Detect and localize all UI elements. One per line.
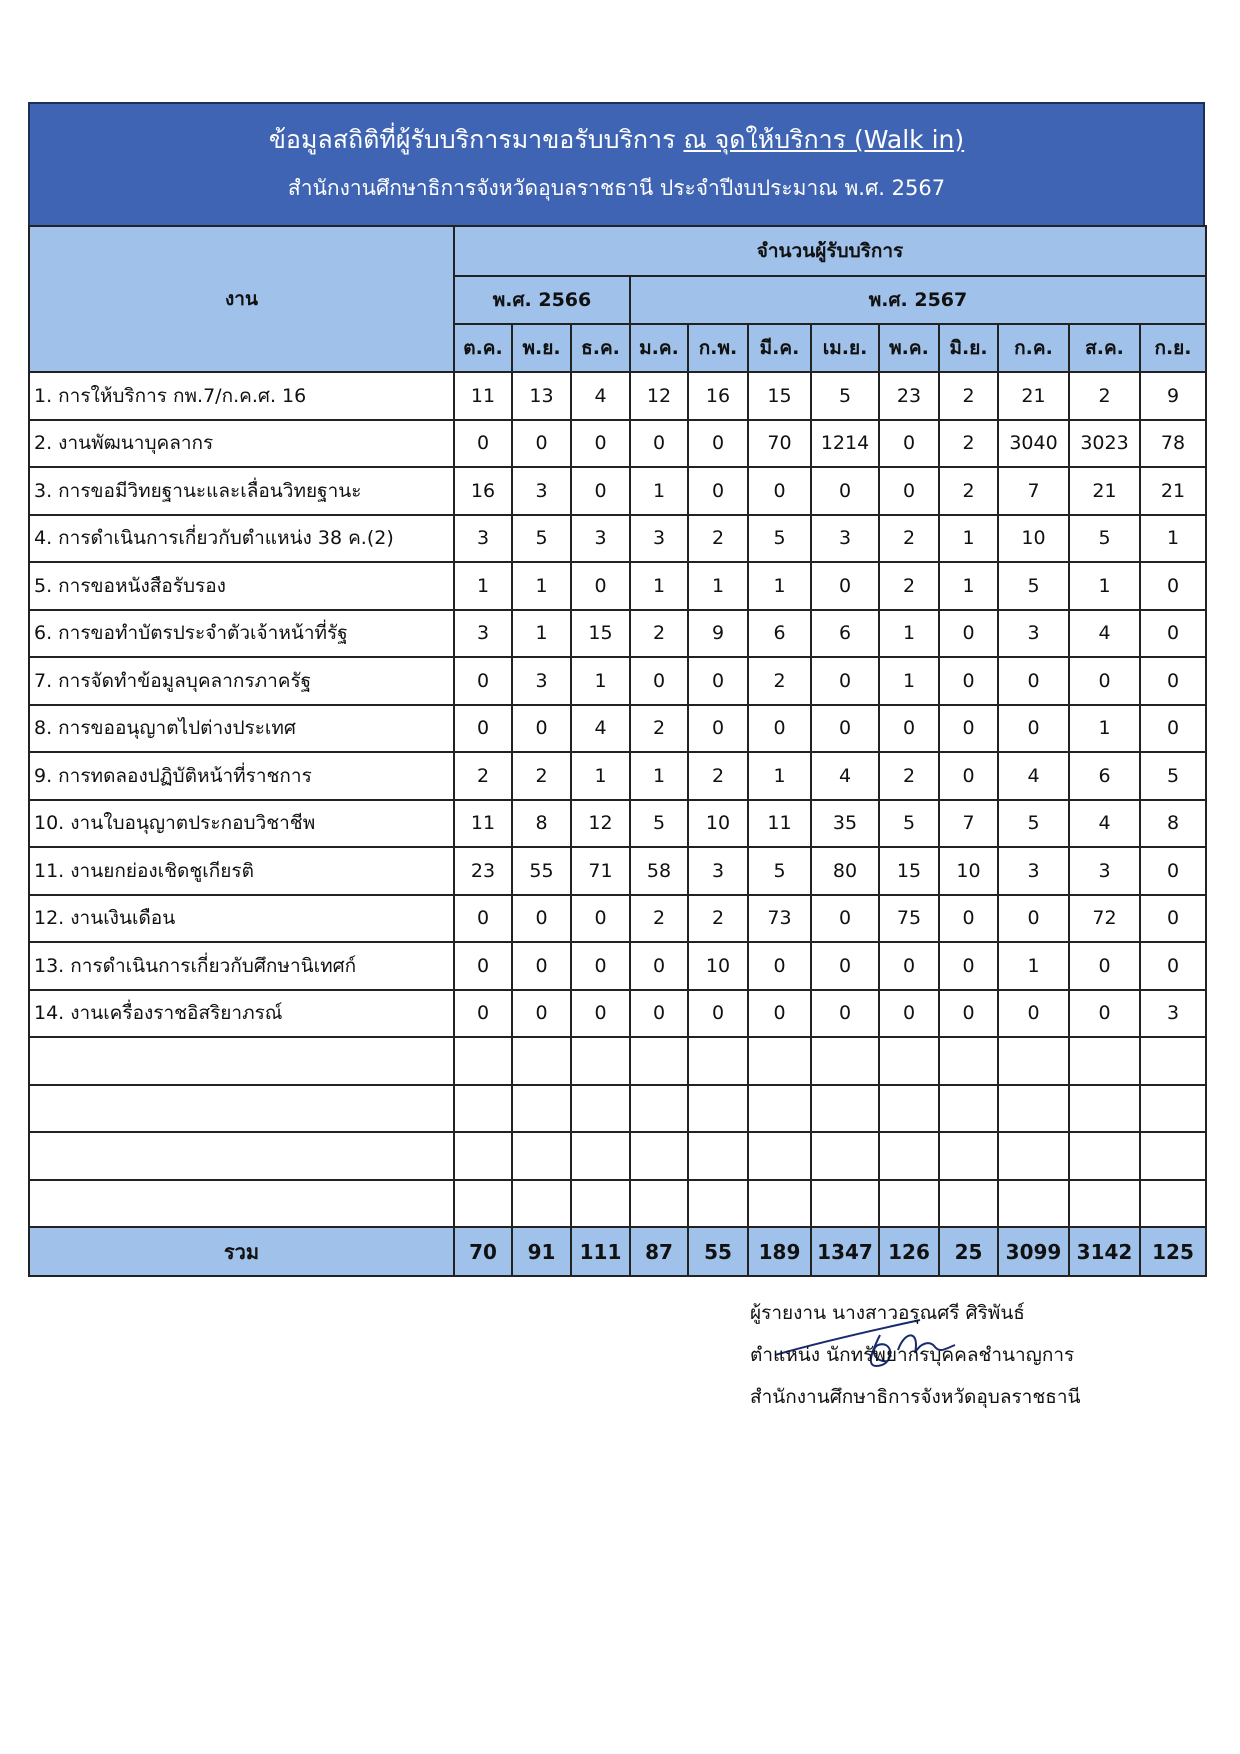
empty-cell — [630, 1180, 688, 1228]
table-cell: 12 — [571, 800, 630, 848]
table-row — [29, 420, 1206, 468]
total-cell: 111 — [571, 1227, 630, 1276]
table-cell: 4 — [571, 705, 630, 753]
table-cell: 0 — [998, 895, 1069, 943]
empty-cell — [512, 1180, 571, 1228]
table-cell: 0 — [454, 420, 512, 468]
empty-cell — [939, 1132, 998, 1180]
empty-cell — [571, 1180, 630, 1228]
table-cell: 0 — [998, 657, 1069, 705]
table-cell: 0 — [688, 990, 748, 1038]
table-cell: 80 — [811, 847, 879, 895]
table-cell: 4 — [571, 372, 630, 420]
empty-cell — [454, 1037, 512, 1085]
table-cell: 0 — [939, 705, 998, 753]
table-cell: 0 — [1140, 610, 1206, 658]
table-cell: 3040 — [998, 420, 1069, 468]
table-cell: 1 — [688, 562, 748, 610]
table-cell: 11 — [454, 372, 512, 420]
total-cell: 189 — [748, 1227, 811, 1276]
table-row — [29, 752, 1206, 800]
task-name: 12. งานเงินเดือน — [29, 895, 454, 943]
task-name: 13. การดำเนินการเกี่ยวกับศึกษานิเทศก์ — [29, 942, 454, 990]
table-row — [29, 467, 1206, 515]
table-cell: 0 — [748, 705, 811, 753]
month-header: ก.ย. — [1140, 324, 1206, 372]
table-row — [29, 990, 1206, 1038]
empty-cell — [1140, 1085, 1206, 1133]
table-cell: 0 — [630, 657, 688, 705]
empty-cell — [630, 1037, 688, 1085]
task-name: 6. การขอทำบัตรประจำตัวเจ้าหน้าที่รัฐ — [29, 610, 454, 658]
table-cell: 0 — [1069, 942, 1140, 990]
table-cell: 0 — [1140, 705, 1206, 753]
table-cell: 2 — [630, 705, 688, 753]
table-cell: 15 — [879, 847, 939, 895]
table-cell: 0 — [1140, 562, 1206, 610]
table-cell: 0 — [879, 990, 939, 1038]
table-cell: 15 — [571, 610, 630, 658]
empty-row — [29, 1037, 1206, 1085]
table-cell: 5 — [1140, 752, 1206, 800]
table-cell: 10 — [939, 847, 998, 895]
task-name: 1. การให้บริการ กพ.7/ก.ค.ศ. 16 — [29, 372, 454, 420]
table-cell: 0 — [939, 942, 998, 990]
table-cell: 0 — [512, 895, 571, 943]
table-cell: 1 — [998, 942, 1069, 990]
table-cell: 78 — [1140, 420, 1206, 468]
table-cell: 3 — [688, 847, 748, 895]
table-cell: 0 — [512, 420, 571, 468]
table-cell: 2 — [688, 895, 748, 943]
month-header: ต.ค. — [454, 324, 512, 372]
table-cell: 1 — [879, 657, 939, 705]
empty-cell — [1069, 1132, 1140, 1180]
table-cell: 0 — [939, 610, 998, 658]
table-cell: 6 — [748, 610, 811, 658]
table-cell: 0 — [571, 467, 630, 515]
table-cell: 2 — [748, 657, 811, 705]
table-cell: 1 — [939, 562, 998, 610]
table-cell: 4 — [1069, 610, 1140, 658]
table-cell: 7 — [939, 800, 998, 848]
total-cell: 70 — [454, 1227, 512, 1276]
reporter-name: ผู้รายงาน นางสาวอรุณศรี ศิริพันธ์ — [750, 1302, 1025, 1324]
empty-cell — [454, 1180, 512, 1228]
table-cell: 5 — [1069, 515, 1140, 563]
table-cell: 0 — [939, 752, 998, 800]
table-row — [29, 895, 1206, 943]
table-cell: 2 — [939, 467, 998, 515]
table-cell: 0 — [879, 942, 939, 990]
month-header: มิ.ย. — [939, 324, 998, 372]
month-header: เม.ย. — [811, 324, 879, 372]
table-row — [29, 372, 1206, 420]
table-cell: 4 — [998, 752, 1069, 800]
table-cell: 3 — [1140, 990, 1206, 1038]
table-cell: 3 — [630, 515, 688, 563]
task-name: 3. การขอมีวิทยฐานะและเลื่อนวิทยฐานะ — [29, 467, 454, 515]
table-cell: 3 — [571, 515, 630, 563]
empty-cell — [879, 1180, 939, 1228]
table-cell: 0 — [630, 942, 688, 990]
table-cell: 0 — [571, 990, 630, 1038]
empty-cell — [630, 1085, 688, 1133]
month-header: พ.ย. — [512, 324, 571, 372]
table-cell: 0 — [1140, 942, 1206, 990]
empty-row — [29, 1132, 1206, 1180]
table-cell: 10 — [998, 515, 1069, 563]
total-row — [29, 1227, 1206, 1276]
month-header: ก.พ. — [688, 324, 748, 372]
task-name: 14. งานเครื่องราชอิสริยาภรณ์ — [29, 990, 454, 1038]
table-cell: 4 — [1069, 800, 1140, 848]
table-cell: 2 — [688, 752, 748, 800]
table-cell: 5 — [512, 515, 571, 563]
table-cell: 70 — [748, 420, 811, 468]
total-label: รวม — [29, 1227, 454, 1276]
report-sheet — [28, 102, 1205, 1277]
table-cell: 5 — [879, 800, 939, 848]
table-cell: 0 — [1140, 895, 1206, 943]
reporter-position: ตำแหน่ง นักทรัพยากรบุคคลชำนาญการ — [750, 1344, 1075, 1366]
table-cell: 23 — [454, 847, 512, 895]
table-cell: 0 — [811, 705, 879, 753]
table-cell: 4 — [811, 752, 879, 800]
table-cell: 5 — [811, 372, 879, 420]
table-cell: 0 — [571, 420, 630, 468]
month-header: ม.ค. — [630, 324, 688, 372]
table-cell: 0 — [454, 895, 512, 943]
table-cell: 0 — [879, 467, 939, 515]
table-cell: 2 — [512, 752, 571, 800]
report-subtitle: สำนักงานศึกษาธิการจังหวัดอุบลราชธานี ประจำปีงบประมาณ พ.ศ. 2567 — [287, 176, 946, 200]
empty-cell — [630, 1132, 688, 1180]
table-cell: 0 — [454, 657, 512, 705]
table-cell: 0 — [512, 942, 571, 990]
table-cell: 3 — [454, 515, 512, 563]
table-cell: 0 — [748, 467, 811, 515]
table-cell: 1 — [571, 752, 630, 800]
empty-cell — [688, 1132, 748, 1180]
table-cell: 5 — [998, 800, 1069, 848]
month-header: ธ.ค. — [571, 324, 630, 372]
table-cell: 6 — [1069, 752, 1140, 800]
empty-cell — [571, 1085, 630, 1133]
empty-cell — [29, 1037, 454, 1085]
empty-cell — [879, 1085, 939, 1133]
empty-cell — [939, 1085, 998, 1133]
empty-cell — [998, 1132, 1069, 1180]
table-cell: 0 — [939, 990, 998, 1038]
empty-cell — [811, 1085, 879, 1133]
table-cell: 3 — [454, 610, 512, 658]
table-cell: 1 — [512, 610, 571, 658]
table-cell: 0 — [688, 705, 748, 753]
table-cell: 16 — [688, 372, 748, 420]
task-name: 9. การทดลองปฏิบัติหน้าที่ราชการ — [29, 752, 454, 800]
table-cell: 12 — [630, 372, 688, 420]
table-cell: 0 — [571, 562, 630, 610]
empty-cell — [998, 1085, 1069, 1133]
title-part-1: ข้อมูลสถิติที่ผู้รับบริการมาขอรับบริการ — [268, 125, 676, 154]
table-cell: 5 — [748, 515, 811, 563]
table-cell: 8 — [512, 800, 571, 848]
table-cell: 72 — [1069, 895, 1140, 943]
table-cell: 35 — [811, 800, 879, 848]
total-cell: 126 — [879, 1227, 939, 1276]
table-cell: 3023 — [1069, 420, 1140, 468]
table-row — [29, 562, 1206, 610]
table-cell: 1 — [1069, 562, 1140, 610]
table-cell: 0 — [688, 420, 748, 468]
table-cell: 0 — [454, 705, 512, 753]
empty-cell — [29, 1132, 454, 1180]
table-cell: 2 — [1069, 372, 1140, 420]
empty-cell — [688, 1037, 748, 1085]
table-row — [29, 800, 1206, 848]
total-cell: 3142 — [1069, 1227, 1140, 1276]
table-cell: 71 — [571, 847, 630, 895]
table-cell: 21 — [1069, 467, 1140, 515]
table-row — [29, 515, 1206, 563]
task-name: 4. การดำเนินการเกี่ยวกับตำแหน่ง 38 ค.(2) — [29, 515, 454, 563]
table-row — [29, 847, 1206, 895]
table-cell: 1214 — [811, 420, 879, 468]
table-cell: 1 — [939, 515, 998, 563]
table-cell: 2 — [879, 752, 939, 800]
table-cell: 11 — [748, 800, 811, 848]
table-cell: 8 — [1140, 800, 1206, 848]
empty-row — [29, 1180, 1206, 1228]
table-cell: 0 — [811, 895, 879, 943]
empty-cell — [998, 1037, 1069, 1085]
table-cell: 10 — [688, 800, 748, 848]
empty-cell — [748, 1085, 811, 1133]
table-cell: 5 — [748, 847, 811, 895]
table-cell: 0 — [571, 895, 630, 943]
empty-cell — [1140, 1037, 1206, 1085]
table-cell: 0 — [811, 657, 879, 705]
table-cell: 0 — [811, 990, 879, 1038]
task-column-header: งาน — [29, 226, 454, 372]
table-cell: 0 — [454, 990, 512, 1038]
table-cell: 11 — [454, 800, 512, 848]
signature-block — [750, 1300, 1190, 1426]
table-cell: 0 — [939, 657, 998, 705]
empty-cell — [512, 1037, 571, 1085]
table-cell: 0 — [454, 942, 512, 990]
table-cell: 0 — [811, 942, 879, 990]
table-cell: 0 — [1140, 847, 1206, 895]
empty-cell — [811, 1132, 879, 1180]
year-2567-header: พ.ศ. 2567 — [630, 276, 1206, 324]
table-cell: 58 — [630, 847, 688, 895]
task-name: 2. งานพัฒนาบุคลากร — [29, 420, 454, 468]
empty-cell — [748, 1132, 811, 1180]
table-cell: 1 — [1140, 515, 1206, 563]
table-cell: 1 — [571, 657, 630, 705]
table-cell: 1 — [454, 562, 512, 610]
total-cell: 25 — [939, 1227, 998, 1276]
table-cell: 23 — [879, 372, 939, 420]
empty-cell — [1140, 1180, 1206, 1228]
total-cell: 91 — [512, 1227, 571, 1276]
table-cell: 1 — [630, 562, 688, 610]
table-cell: 2 — [630, 610, 688, 658]
table-cell: 1 — [630, 467, 688, 515]
empty-cell — [454, 1085, 512, 1133]
task-name: 8. การขออนุญาตไปต่างประเทศ — [29, 705, 454, 753]
table-cell: 0 — [748, 942, 811, 990]
empty-cell — [998, 1180, 1069, 1228]
month-header: ส.ค. — [1069, 324, 1140, 372]
table-cell: 3 — [1069, 847, 1140, 895]
table-cell: 0 — [630, 990, 688, 1038]
table-cell: 21 — [998, 372, 1069, 420]
empty-cell — [939, 1180, 998, 1228]
table-cell: 3 — [512, 657, 571, 705]
empty-cell — [688, 1085, 748, 1133]
table-cell: 73 — [748, 895, 811, 943]
empty-cell — [512, 1132, 571, 1180]
total-cell: 55 — [688, 1227, 748, 1276]
empty-cell — [1069, 1085, 1140, 1133]
empty-cell — [571, 1037, 630, 1085]
empty-cell — [939, 1037, 998, 1085]
table-row — [29, 610, 1206, 658]
task-name: 10. งานใบอนุญาตประกอบวิชาชีพ — [29, 800, 454, 848]
empty-cell — [512, 1085, 571, 1133]
table-cell: 0 — [630, 420, 688, 468]
table-body — [29, 372, 1206, 1227]
table-cell: 55 — [512, 847, 571, 895]
empty-cell — [879, 1037, 939, 1085]
table-cell: 0 — [811, 467, 879, 515]
empty-cell — [748, 1180, 811, 1228]
task-name: 11. งานยกย่องเชิดชูเกียรติ — [29, 847, 454, 895]
table-cell: 1 — [879, 610, 939, 658]
table-cell: 3 — [811, 515, 879, 563]
empty-cell — [29, 1085, 454, 1133]
table-cell: 15 — [748, 372, 811, 420]
empty-cell — [29, 1180, 454, 1228]
table-cell: 16 — [454, 467, 512, 515]
count-header: จำนวนผู้รับบริการ — [454, 226, 1206, 276]
total-cell: 3099 — [998, 1227, 1069, 1276]
table-cell: 2 — [879, 562, 939, 610]
table-cell: 1 — [630, 752, 688, 800]
table-cell: 0 — [1140, 657, 1206, 705]
total-cell: 125 — [1140, 1227, 1206, 1276]
empty-row — [29, 1085, 1206, 1133]
table-cell: 1 — [748, 752, 811, 800]
table-cell: 9 — [688, 610, 748, 658]
table-cell: 3 — [998, 610, 1069, 658]
task-name: 5. การขอหนังสือรับรอง — [29, 562, 454, 610]
table-cell: 2 — [630, 895, 688, 943]
table-cell: 21 — [1140, 467, 1206, 515]
table-cell: 0 — [688, 467, 748, 515]
statistics-table — [28, 225, 1207, 1277]
month-header: ก.ค. — [998, 324, 1069, 372]
empty-cell — [811, 1180, 879, 1228]
table-cell: 0 — [571, 942, 630, 990]
table-cell: 0 — [748, 990, 811, 1038]
table-cell: 0 — [879, 420, 939, 468]
table-cell: 9 — [1140, 372, 1206, 420]
table-cell: 0 — [811, 562, 879, 610]
empty-cell — [454, 1132, 512, 1180]
table-cell: 5 — [630, 800, 688, 848]
title-part-2: ณ จุดให้บริการ (Walk in) — [683, 125, 965, 154]
table-row — [29, 705, 1206, 753]
total-cell: 1347 — [811, 1227, 879, 1276]
empty-cell — [1069, 1180, 1140, 1228]
table-cell: 1 — [512, 562, 571, 610]
table-cell: 0 — [998, 705, 1069, 753]
table-cell: 0 — [688, 657, 748, 705]
table-cell: 3 — [512, 467, 571, 515]
table-row — [29, 942, 1206, 990]
table-cell: 0 — [512, 705, 571, 753]
table-cell: 0 — [998, 990, 1069, 1038]
table-row — [29, 657, 1206, 705]
empty-cell — [1140, 1132, 1206, 1180]
table-cell: 1 — [748, 562, 811, 610]
table-cell: 0 — [879, 705, 939, 753]
table-cell: 0 — [939, 895, 998, 943]
table-cell: 75 — [879, 895, 939, 943]
table-cell: 6 — [811, 610, 879, 658]
empty-cell — [879, 1132, 939, 1180]
table-cell: 2 — [454, 752, 512, 800]
month-header: พ.ค. — [879, 324, 939, 372]
empty-cell — [748, 1037, 811, 1085]
table-cell: 0 — [1069, 657, 1140, 705]
empty-cell — [811, 1037, 879, 1085]
table-cell: 10 — [688, 942, 748, 990]
table-cell: 0 — [1069, 990, 1140, 1038]
total-cell: 87 — [630, 1227, 688, 1276]
report-title — [30, 104, 1203, 162]
table-cell: 7 — [998, 467, 1069, 515]
empty-cell — [688, 1180, 748, 1228]
table-cell: 2 — [879, 515, 939, 563]
title-banner — [28, 102, 1205, 225]
table-cell: 2 — [939, 372, 998, 420]
table-cell: 5 — [998, 562, 1069, 610]
month-header: มี.ค. — [748, 324, 811, 372]
table-cell: 2 — [939, 420, 998, 468]
table-cell: 2 — [688, 515, 748, 563]
empty-cell — [571, 1132, 630, 1180]
table-cell: 0 — [512, 990, 571, 1038]
table-cell: 3 — [998, 847, 1069, 895]
empty-cell — [1069, 1037, 1140, 1085]
year-2566-header: พ.ศ. 2566 — [454, 276, 630, 324]
table-cell: 13 — [512, 372, 571, 420]
reporter-office: สำนักงานศึกษาธิการจังหวัดอุบลราชธานี — [750, 1386, 1081, 1408]
table-cell: 1 — [1069, 705, 1140, 753]
task-name: 7. การจัดทำข้อมูลบุคลากรภาครัฐ — [29, 657, 454, 705]
